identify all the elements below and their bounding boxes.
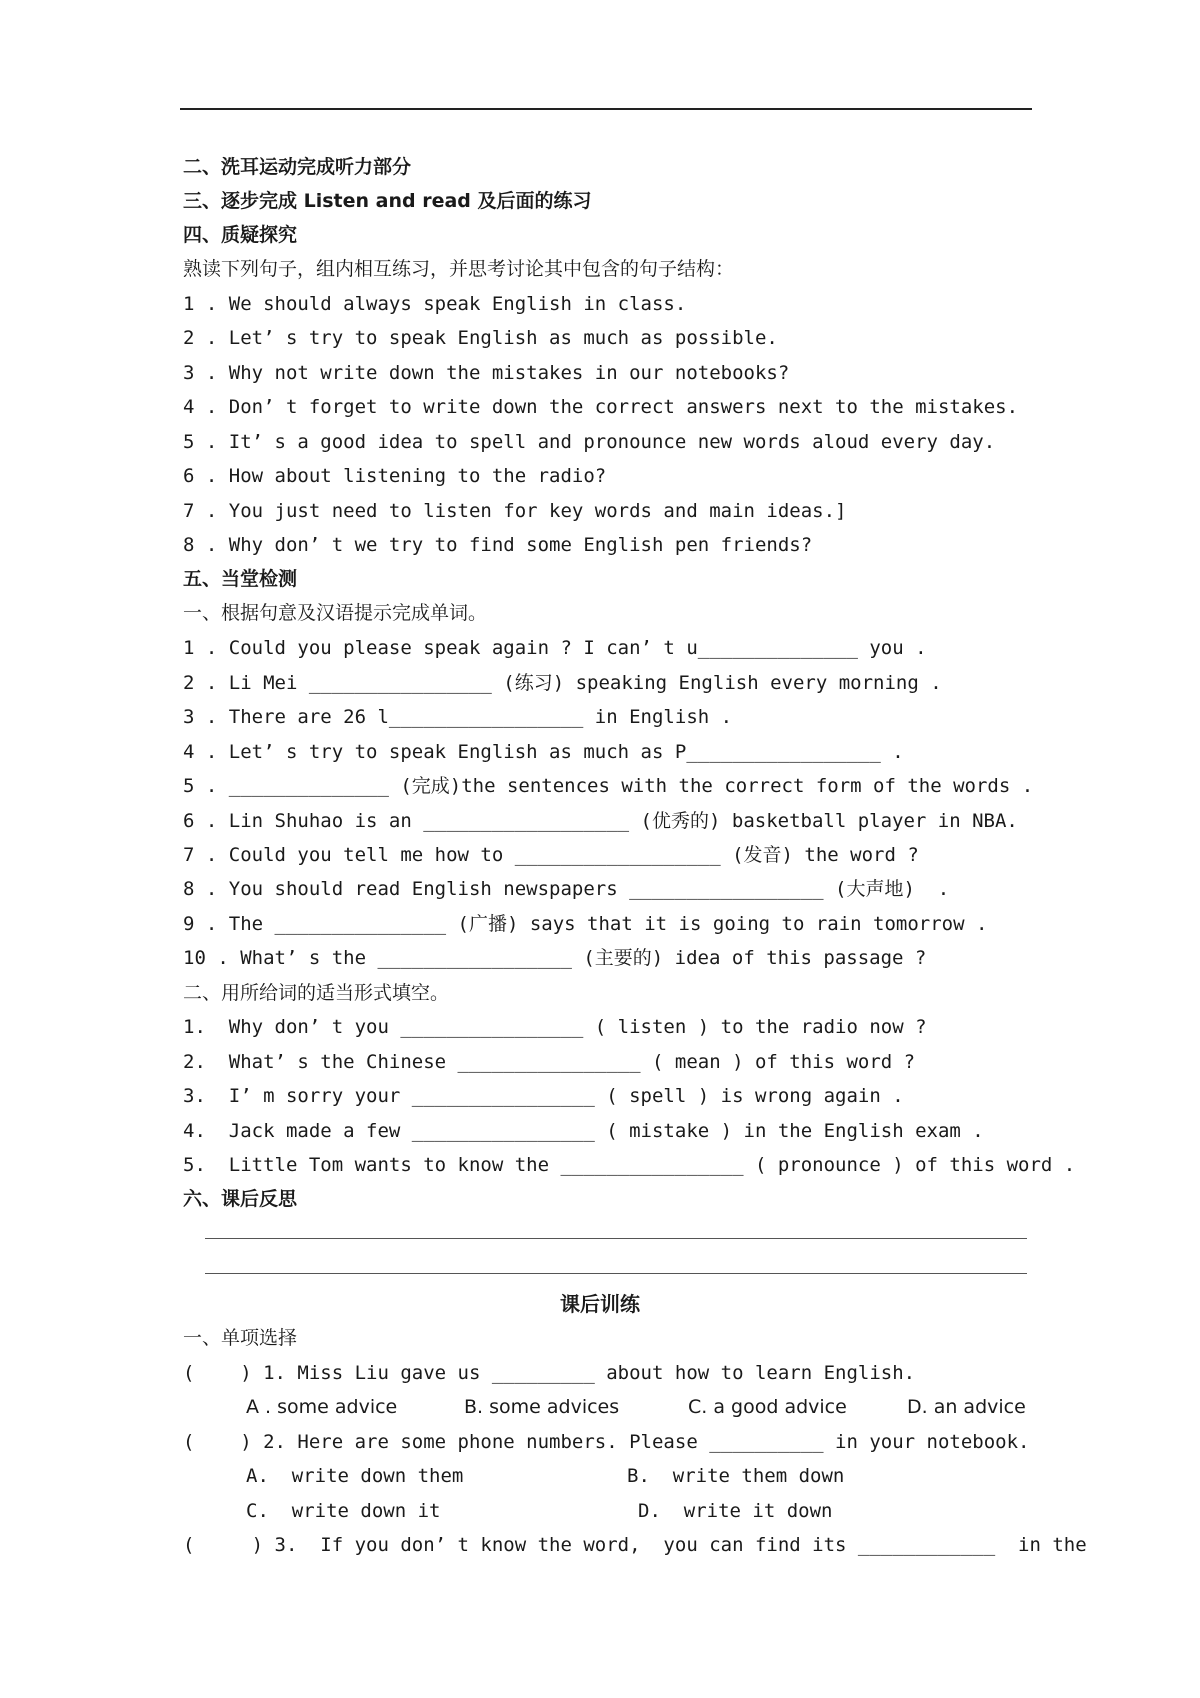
- homework-title: 课后训练: [560, 1292, 640, 1316]
- form-item: 1. Why don’ t you ________________ ( listen ) to the radio now ?: [183, 1016, 927, 1038]
- vocab-item: 1 . Could you please speak again ? I can’ t u______________ you .: [183, 637, 927, 659]
- mc-option: D. write it down: [638, 1500, 833, 1522]
- mc-option: A. write down them: [246, 1465, 464, 1487]
- vocab-item: 10 . What’ s the _________________ (主要的) idea of this passage ?: [183, 947, 927, 969]
- mc-option: B. some advices: [464, 1396, 620, 1418]
- vocab-item: 3 . There are 26 l_________________ in English .: [183, 706, 733, 728]
- sentence-item: 6 . How about listening to the radio?: [183, 465, 607, 487]
- sentence-item: 3 . Why not write down the mistakes in our notebooks?: [183, 362, 790, 384]
- sentence-item: 2 . Let’ s try to speak English as much as possible.: [183, 327, 778, 349]
- mc-option: C. write down it: [246, 1500, 441, 1522]
- vocab-item: 4 . Let’ s try to speak English as much as P_________________ .: [183, 741, 904, 763]
- sentence-item: 8 . Why don’ t we try to find some English pen friends?: [183, 534, 813, 556]
- section-heading-2: 二、洗耳运动完成听力部分: [183, 156, 412, 178]
- sentence-item: 5 . It’ s a good idea to spell and pronounce new words aloud every day.: [183, 431, 996, 453]
- part-1-instruction: 一、根据句意及汉语提示完成单词。: [183, 602, 488, 624]
- form-item: 4. Jack made a few ________________ ( mistake ) in the English exam .: [183, 1120, 984, 1142]
- mc-option: B. write them down: [627, 1465, 845, 1487]
- form-item: 5. Little Tom wants to know the ________________ ( pronounce ) of this word .: [183, 1154, 1076, 1176]
- mc-option: C. a good advice: [688, 1396, 847, 1418]
- form-item: 3. I’ m sorry your ________________ ( spell ) is wrong again .: [183, 1085, 904, 1107]
- mc-question-3: ( ) 3. If you don’ t know the word, you can find its ____________ in the: [183, 1534, 1087, 1556]
- header-rule: [180, 108, 1032, 110]
- form-item: 2. What’ s the Chinese ________________ ( mean ) of this word ?: [183, 1051, 916, 1073]
- part-2-instruction: 二、用所给词的适当形式填空。: [183, 982, 450, 1004]
- mc-question-1: ( ) 1. Miss Liu gave us _________ about how to learn English.: [183, 1362, 916, 1384]
- reflection-write-line: [205, 1238, 1027, 1239]
- section-4-intro: 熟读下列句子，组内相互练习，并思考讨论其中包含的句子结构：: [183, 258, 735, 280]
- section-heading-6: 六、课后反思: [183, 1188, 298, 1210]
- sentence-item: 7 . You just need to listen for key words and main ideas.]: [183, 500, 847, 522]
- vocab-item: 2 . Li Mei ________________ (练习) speaking English every morning .: [183, 672, 942, 694]
- mc-option: D. an advice: [907, 1396, 1026, 1418]
- vocab-item: 5 . ______________ (完成)the sentences with the correct form of the words .: [183, 775, 1034, 797]
- mc-option: A . some advice: [246, 1396, 398, 1418]
- vocab-item: 6 . Lin Shuhao is an __________________ (优秀的) basketball player in NBA.: [183, 810, 1018, 832]
- section-heading-4: 四、质疑探究: [183, 224, 298, 246]
- vocab-item: 8 . You should read English newspapers _________________ (大声地) .: [183, 878, 950, 900]
- sentence-item: 4 . Don’ t forget to write down the correct answers next to the mistakes.: [183, 396, 1019, 418]
- homework-part-1-instruction: 一、单项选择: [183, 1327, 298, 1349]
- section-heading-5: 五、当堂检测: [183, 568, 298, 590]
- vocab-item: 9 . The _______________ (广播) says that it is going to rain tomorrow .: [183, 913, 988, 935]
- vocab-item: 7 . Could you tell me how to __________________ (发音) the word ?: [183, 844, 919, 866]
- reflection-write-line: [205, 1273, 1027, 1274]
- section-heading-3: 三、逐步完成 Listen and read 及后面的练习: [183, 190, 592, 212]
- sentence-item: 1 . We should always speak English in class.: [183, 293, 687, 315]
- mc-question-2: ( ) 2. Here are some phone numbers. Please __________ in your notebook.: [183, 1431, 1030, 1453]
